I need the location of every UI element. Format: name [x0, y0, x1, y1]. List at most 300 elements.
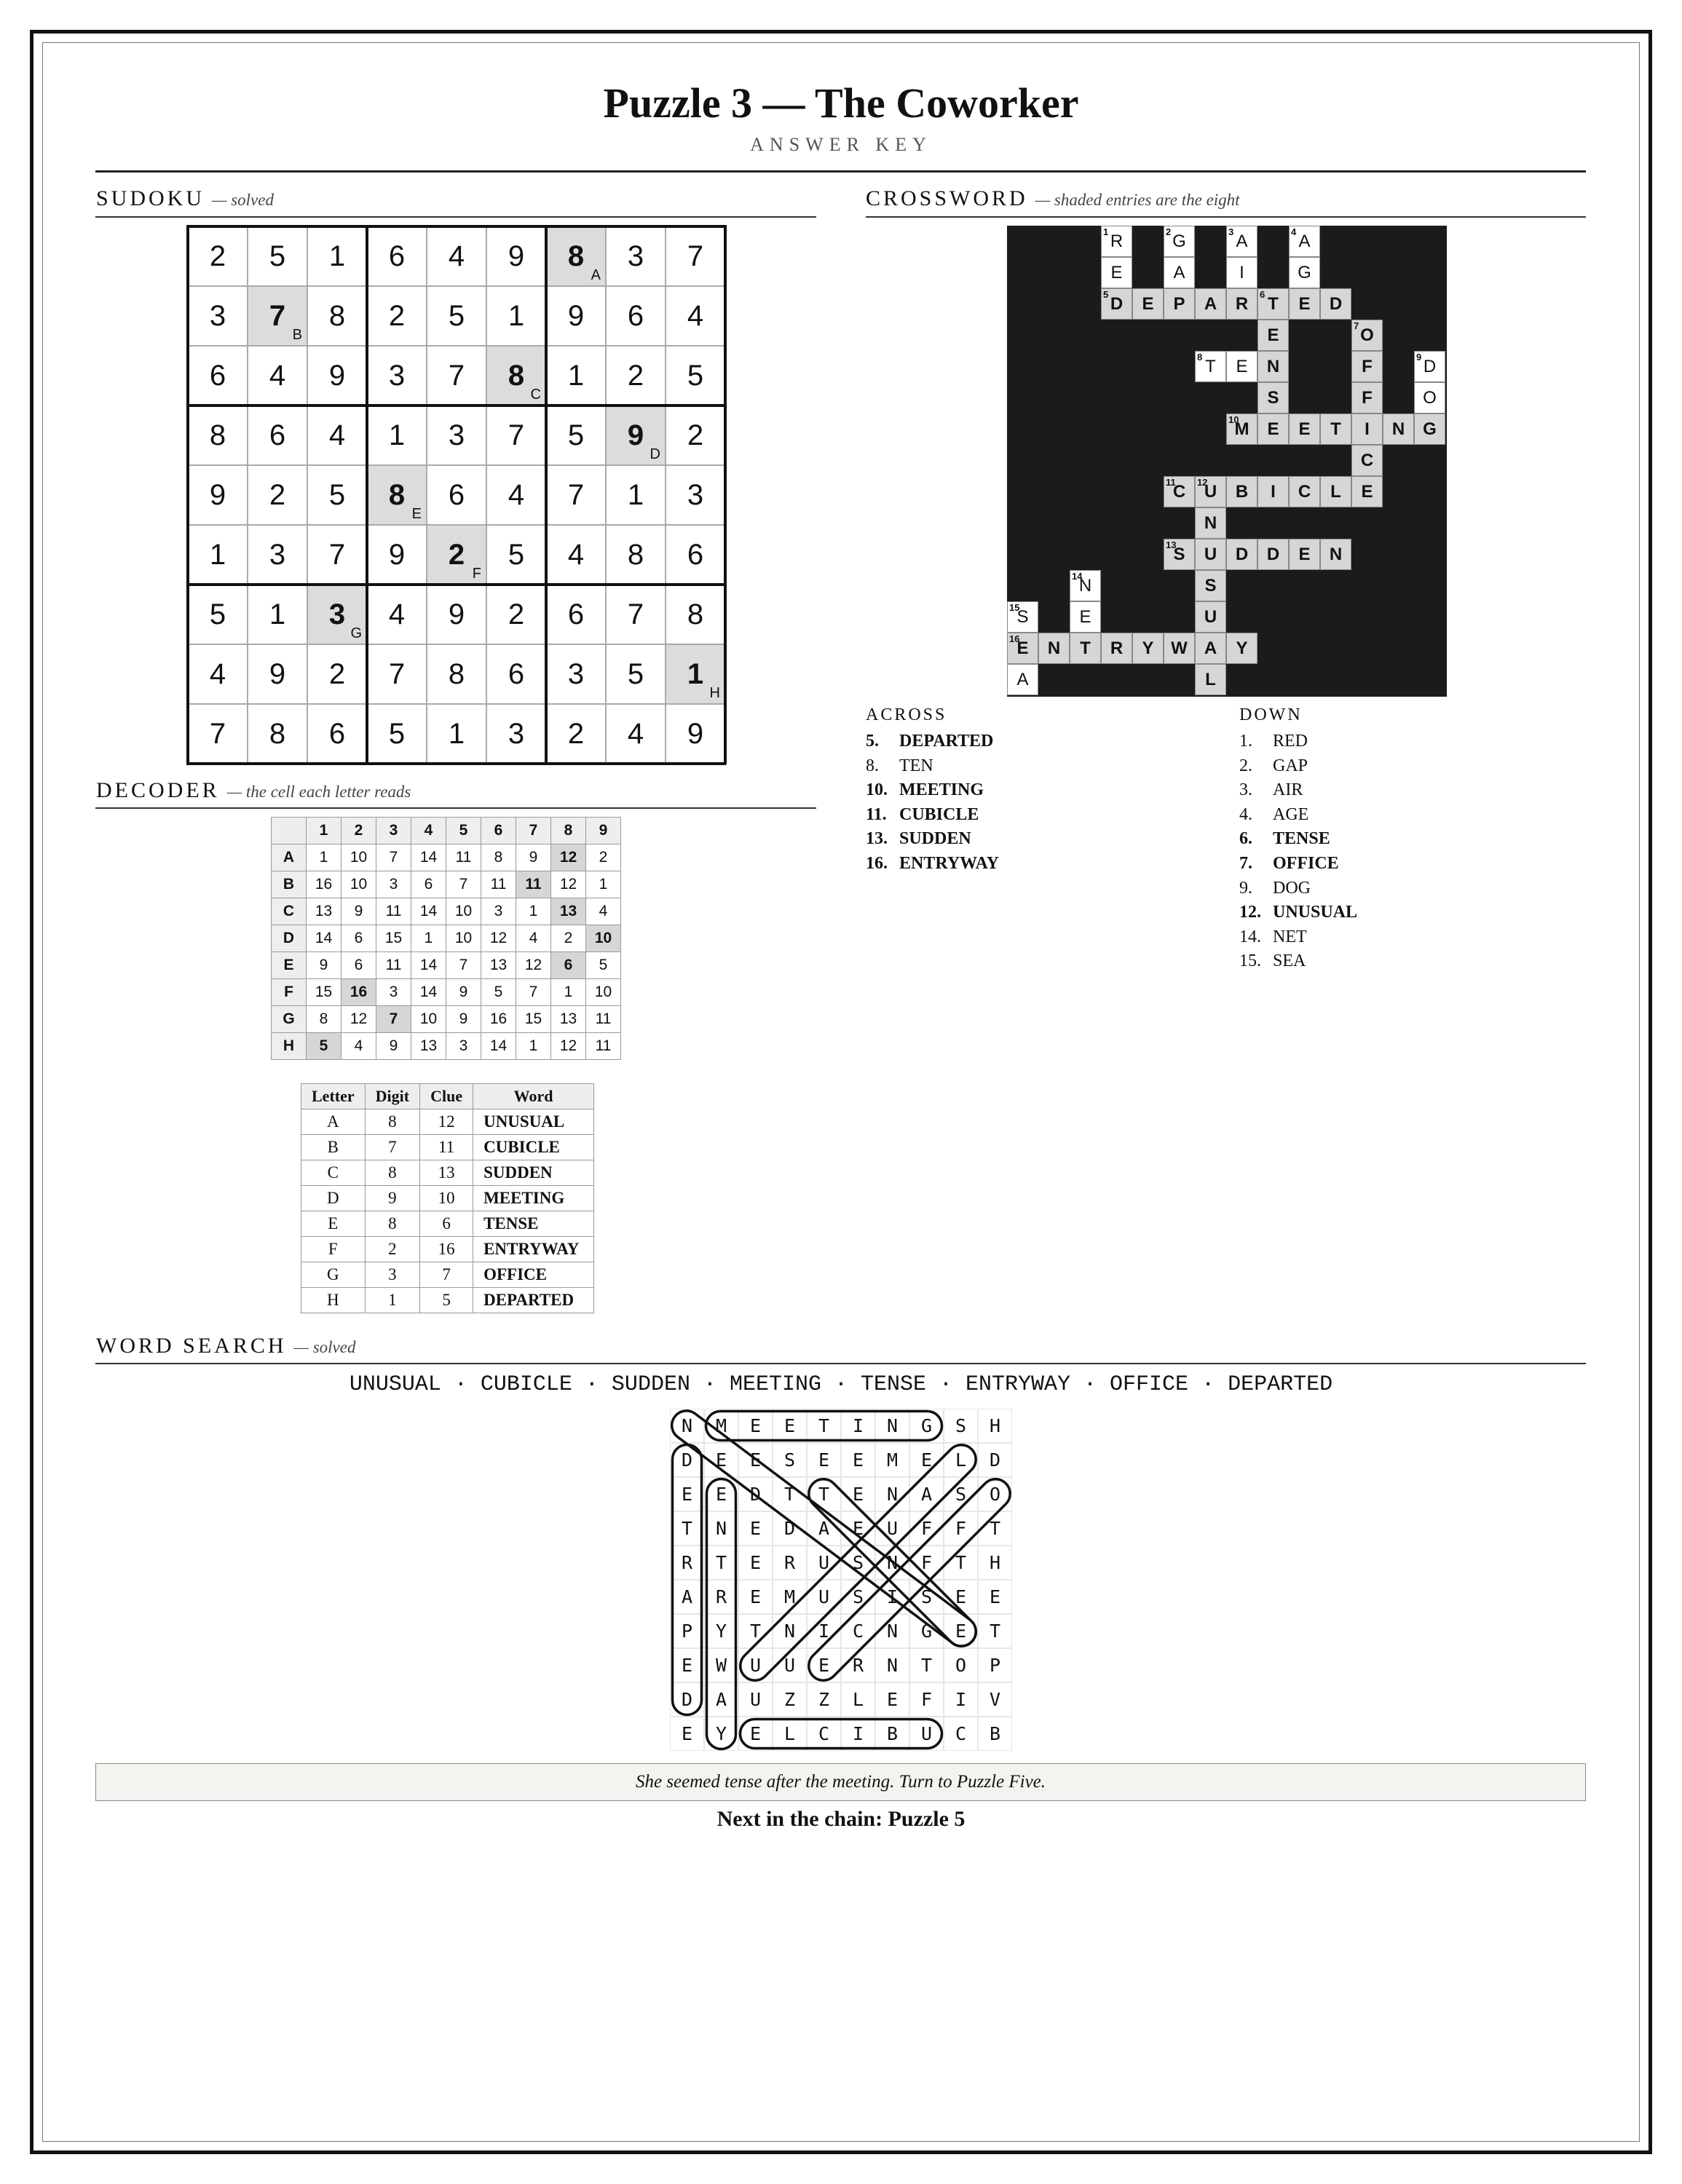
decoder-cell: 13: [481, 952, 516, 979]
key-cell: OFFICE: [473, 1262, 594, 1288]
sudoku-cell: [546, 704, 606, 764]
crossword-letter: W: [1171, 638, 1188, 658]
decoder-cell: 9: [341, 898, 376, 925]
crossword-letter: L: [1330, 481, 1341, 502]
wordsearch-cell: Z: [773, 1682, 807, 1717]
crossword-cell: [1351, 476, 1383, 507]
sudoku-digit: 7: [508, 419, 525, 451]
clue-number: 1.: [1239, 732, 1252, 751]
sudoku-cell: [666, 226, 725, 286]
crossword-clue-number: 14: [1072, 571, 1083, 582]
wordsearch-cell: E: [670, 1648, 704, 1682]
crossword-letter: P: [1173, 293, 1185, 314]
sudoku-digit: 3: [687, 478, 704, 511]
crossword-cell: [1257, 288, 1289, 320]
decoder-cell: 6: [551, 952, 586, 979]
decoder-cell: 9: [446, 979, 481, 1006]
crossword-letter: I: [1271, 481, 1276, 502]
sudoku-cell: [546, 286, 606, 346]
decoder-cell: 7: [516, 979, 551, 1006]
sudoku-cell-tag: B: [292, 327, 302, 343]
decoder-cell: 11: [586, 1033, 621, 1060]
clue-number: 12.: [1239, 903, 1261, 922]
wordsearch-cell: R: [670, 1546, 704, 1580]
sudoku-digit: 4: [508, 478, 525, 511]
wordsearch-cell: I: [944, 1682, 978, 1717]
sudoku-digit: 7: [627, 598, 644, 630]
wordsearch-cell: C: [807, 1717, 841, 1751]
sudoku-cell: [367, 585, 427, 644]
wordsearch-cell: S: [909, 1580, 944, 1614]
wordsearch-cell: U: [875, 1511, 909, 1546]
key-row: [301, 1211, 594, 1237]
wordsearch-cell: E: [670, 1717, 704, 1751]
crossword-letter: U: [1204, 544, 1217, 564]
sudoku-box-line: [545, 225, 548, 764]
key-cell: 11: [420, 1135, 473, 1160]
wordsearch-cell: C: [841, 1614, 875, 1648]
sudoku-digit: 4: [328, 419, 346, 451]
crossword-letter: F: [1362, 356, 1373, 376]
wordsearch-cell: I: [841, 1409, 875, 1443]
sudoku-digit: 1: [448, 717, 465, 750]
sudoku-digit: 2: [269, 478, 286, 511]
crossword-clue-number: 8: [1197, 352, 1203, 363]
across-clue: [866, 805, 979, 825]
title-rule: [95, 170, 1586, 173]
crossword-cell: [1226, 257, 1257, 288]
sudoku-digit: 6: [627, 299, 644, 332]
sudoku-cell: [427, 585, 486, 644]
wordsearch-cell: U: [773, 1648, 807, 1682]
wordsearch-cell: E: [738, 1511, 773, 1546]
crossword-cell: [1414, 382, 1445, 414]
crossword-letter: I: [1239, 262, 1244, 282]
crossword-cell: [1164, 633, 1195, 664]
crossword-cell: [1226, 539, 1257, 570]
crossword-cell: [1007, 601, 1038, 633]
sudoku-cell: [546, 525, 606, 585]
across-clue: [866, 854, 999, 874]
sudoku-digit: 4: [388, 598, 406, 630]
decoder-cell: 7: [376, 844, 411, 871]
crossword-cell: [1257, 476, 1289, 507]
wordsearch-found-loop: [803, 1473, 1012, 1687]
crossword-cell: [1320, 539, 1351, 570]
sudoku-digit: 4: [448, 240, 465, 272]
sudoku-digit: 1: [567, 359, 585, 392]
crossword-letter: E: [1016, 638, 1029, 658]
crossword-letter: R: [1110, 231, 1124, 251]
wordsearch-grid: [670, 1409, 1012, 1751]
decoder-row-header: C: [272, 898, 307, 925]
decoder-cell: 13: [551, 898, 586, 925]
sudoku-digit: 1: [388, 419, 406, 451]
crossword-cell: [1289, 476, 1320, 507]
wordsearch-found-loop: [735, 1439, 982, 1687]
sudoku-cell: [666, 644, 725, 704]
crossword-letter: A: [1298, 231, 1311, 251]
wordsearch-cell: T: [704, 1546, 738, 1580]
wordsearch-heading-label: WORD SEARCH: [96, 1334, 287, 1358]
wordsearch-cell: E: [704, 1477, 738, 1511]
key-cell: 10: [420, 1186, 473, 1211]
sudoku-cell: [486, 525, 546, 585]
key-cell: UNUSUAL: [473, 1109, 594, 1135]
wordsearch-found-loop: [741, 1720, 942, 1749]
key-cell: 1: [365, 1288, 419, 1313]
wordsearch-cell: L: [944, 1443, 978, 1477]
crossword-cell: [1101, 633, 1132, 664]
sudoku-cell-tag: G: [350, 625, 362, 641]
crossword-letter: M: [1234, 419, 1249, 439]
decoder-cell: 2: [551, 925, 586, 952]
crossword-cell: [1351, 414, 1383, 445]
wordsearch-cell: A: [807, 1511, 841, 1546]
down-clue: [1239, 756, 1308, 776]
sudoku-digit: 2: [328, 657, 346, 690]
wordsearch-cell: Z: [807, 1682, 841, 1717]
wordsearch-cell: T: [909, 1648, 944, 1682]
crossword-letter: N: [1329, 544, 1343, 564]
sudoku-cell: [666, 465, 725, 525]
crossword-heading-label: CROSSWORD: [866, 186, 1028, 210]
decoder-cell: 6: [411, 871, 446, 898]
sudoku-heading-note: — solved: [212, 191, 274, 209]
wordsearch-cell: N: [875, 1614, 909, 1648]
sudoku-cell: [546, 585, 606, 644]
key-cell: TENSE: [473, 1211, 594, 1237]
decoder-cell: 9: [446, 1006, 481, 1033]
decoder-corner: [272, 818, 307, 844]
decoder-cell: 1: [307, 844, 341, 871]
wordsearch-cell: Y: [704, 1614, 738, 1648]
crossword-letter: E: [1298, 419, 1311, 439]
sudoku-cell: [486, 405, 546, 465]
sudoku-digit: 3: [448, 419, 465, 451]
decoder-row-header: F: [272, 979, 307, 1006]
crossword-cell: [1351, 445, 1383, 476]
crossword-cell: [1164, 539, 1195, 570]
sudoku-digit: 6: [269, 419, 286, 451]
decoder-cell: 7: [376, 1006, 411, 1033]
clue-number: 10.: [866, 780, 888, 800]
crossword-cell: [1164, 476, 1195, 507]
sudoku-digit: 8: [687, 598, 704, 630]
crossword-letter: S: [1016, 606, 1029, 627]
sudoku-digit: 9: [687, 717, 704, 750]
decoder-cell: 15: [376, 925, 411, 952]
sudoku-cell: [307, 346, 367, 405]
wordsearch-cell: T: [978, 1614, 1012, 1648]
crossword-cell: [1070, 570, 1101, 601]
decoder-cell: 4: [341, 1033, 376, 1060]
sudoku-cell: [307, 465, 367, 525]
crossword-letter: Y: [1142, 638, 1154, 658]
crossword-cell: [1257, 351, 1289, 382]
decoder-cell: 12: [341, 1006, 376, 1033]
crossword-letter: T: [1080, 638, 1091, 658]
crossword-letter: E: [1110, 262, 1123, 282]
crossword-cell: [1320, 288, 1351, 320]
decoder-cell: 5: [307, 1033, 341, 1060]
sudoku-digit: 1: [687, 657, 704, 690]
sudoku-digit: 8: [448, 657, 465, 690]
wordsearch-cell: P: [978, 1648, 1012, 1682]
wordsearch-cell: A: [670, 1580, 704, 1614]
decoder-cell: 1: [586, 871, 621, 898]
clue-answer: TENSE: [1273, 829, 1330, 849]
clue-answer: SUDDEN: [899, 829, 971, 849]
key-header: Clue: [420, 1084, 473, 1109]
sudoku-digit: 8: [328, 299, 346, 332]
sudoku-digit: 5: [328, 478, 346, 511]
sudoku-cell: [427, 226, 486, 286]
sudoku-digit: 9: [209, 478, 226, 511]
wordsearch-cell: E: [773, 1409, 807, 1443]
sudoku-cell: [248, 644, 307, 704]
key-cell: MEETING: [473, 1186, 594, 1211]
wordsearch-cell: T: [807, 1409, 841, 1443]
sudoku-cell: [248, 405, 307, 465]
crossword-cell: [1164, 226, 1195, 257]
decoder-row: [272, 1006, 621, 1033]
crossword-letter: S: [1267, 387, 1279, 408]
sudoku-cell: [367, 226, 427, 286]
decoder-cell: 16: [341, 979, 376, 1006]
sudoku-cell: [606, 704, 666, 764]
sudoku-digit: 4: [209, 657, 226, 690]
sudoku-cell: [606, 346, 666, 405]
key-cell: 13: [420, 1160, 473, 1186]
sudoku-cell: [666, 704, 725, 764]
sudoku-cell-tag: E: [411, 506, 422, 522]
decoder-cell: 12: [551, 1033, 586, 1060]
sudoku-grid: [188, 226, 726, 764]
decoder-cell: 1: [516, 898, 551, 925]
sudoku-cell: [666, 585, 725, 644]
wordsearch-cell: G: [909, 1614, 944, 1648]
sudoku-digit: 6: [209, 359, 226, 392]
sudoku-digit: 4: [269, 359, 286, 392]
crossword-cell: [1101, 288, 1132, 320]
crossword-letter: S: [1173, 544, 1185, 564]
sudoku-cell: [546, 346, 606, 405]
crossword-letter: E: [1142, 293, 1154, 314]
clue-answer: TEN: [899, 756, 933, 775]
sudoku-cell-tag: C: [530, 387, 541, 403]
clue-number: 5.: [866, 732, 879, 751]
crossword-letter: S: [1204, 575, 1217, 596]
crossword-letter: D: [1235, 544, 1249, 564]
across-clue: [866, 732, 993, 751]
decoder-row-header: G: [272, 1006, 307, 1033]
crossword-cell: [1226, 633, 1257, 664]
decoder-cell: 10: [411, 1006, 446, 1033]
crossword-letter: Y: [1236, 638, 1248, 658]
sudoku-box-line: [724, 225, 727, 764]
crossword-cell: [1195, 539, 1226, 570]
crossword-cell: [1007, 633, 1038, 664]
sudoku-cell: [307, 405, 367, 465]
sudoku-digit: 6: [388, 240, 406, 272]
clue-answer: AGE: [1273, 804, 1309, 824]
decoder-cell: 11: [516, 871, 551, 898]
decoder-cell: 14: [411, 952, 446, 979]
decoder-cell: 5: [481, 979, 516, 1006]
sudoku-cell: [188, 465, 248, 525]
decoder-col-header: 4: [411, 818, 446, 844]
wordsearch-cell: E: [670, 1477, 704, 1511]
decoder-cell: 1: [516, 1033, 551, 1060]
crossword-cell: [1195, 633, 1226, 664]
sudoku-cell: [367, 346, 427, 405]
page-subtitle: ANSWER KEY: [750, 134, 932, 155]
decoder-cell: 1: [551, 979, 586, 1006]
wordsearch-found-loop: [706, 1412, 942, 1441]
crossword-letter: N: [1391, 419, 1405, 439]
across-clue: [866, 780, 984, 800]
down-clue: [1239, 780, 1303, 800]
sudoku-cell: [188, 585, 248, 644]
sudoku-heading: [96, 186, 274, 211]
wordsearch-cell: T: [773, 1477, 807, 1511]
sudoku-cell: [248, 465, 307, 525]
wordsearch-cell: B: [978, 1717, 1012, 1751]
wordsearch-cell: U: [807, 1546, 841, 1580]
crossword-cell: [1351, 320, 1383, 351]
wordsearch-cell: U: [807, 1580, 841, 1614]
page-title: Puzzle 3 — The Coworker: [603, 79, 1079, 127]
clue-number: 6.: [1239, 829, 1252, 849]
sudoku-digit: 9: [269, 657, 286, 690]
sudoku-cell: [486, 644, 546, 704]
decoder-cell: 9: [516, 844, 551, 871]
crossword-letter: N: [1266, 356, 1280, 376]
decoder-row-header: D: [272, 925, 307, 952]
down-clue: [1239, 854, 1339, 874]
key-row: [301, 1262, 594, 1288]
sudoku-box-line: [186, 404, 726, 407]
wordsearch-cell: N: [670, 1409, 704, 1443]
wordsearch-word-list: UNUSUAL · CUBICLE · SUDDEN · MEETING · TENSE · ENTRYWAY · OFFICE · DEPARTED: [349, 1372, 1333, 1397]
key-cell: 8: [365, 1211, 419, 1237]
key-header: Digit: [365, 1084, 419, 1109]
wordsearch-cell: N: [704, 1511, 738, 1546]
sudoku-digit: 8: [388, 478, 406, 511]
decoder-cell: 9: [376, 1033, 411, 1060]
sudoku-cell: [427, 346, 486, 405]
decoder-cell: 7: [446, 952, 481, 979]
crossword-cell: [1257, 539, 1289, 570]
crossword-letter: A: [1204, 638, 1217, 658]
decoder-cell: 14: [481, 1033, 516, 1060]
key-cell: 2: [365, 1237, 419, 1262]
decoder-cell: 12: [551, 844, 586, 871]
wordsearch-loops: [670, 1409, 1012, 1751]
decoder-cell: 8: [307, 1006, 341, 1033]
sudoku-cell: [546, 465, 606, 525]
wordsearch-heading: [96, 1334, 355, 1358]
decoder-heading-label: DECODER: [96, 778, 220, 802]
wordsearch-cell: Y: [704, 1717, 738, 1751]
wordsearch-cell: U: [738, 1682, 773, 1717]
decoder-cell: 15: [307, 979, 341, 1006]
crossword-cell: [1351, 351, 1383, 382]
crossword-cell: [1195, 601, 1226, 633]
decoder-cell: 12: [481, 925, 516, 952]
crossword-cell: [1226, 414, 1257, 445]
across-clue: [866, 756, 933, 776]
down-clue: [1239, 829, 1330, 849]
sudoku-cell: [606, 226, 666, 286]
sudoku-digit: 9: [448, 598, 465, 630]
clue-answer: RED: [1273, 732, 1308, 751]
crossword-letter: A: [1173, 262, 1185, 282]
sudoku-digit: 2: [567, 717, 585, 750]
down-clue: [1239, 732, 1308, 751]
sudoku-digit: 7: [209, 717, 226, 750]
crossword-letter: L: [1205, 669, 1216, 689]
clue-answer: ENTRYWAY: [899, 854, 999, 873]
wordsearch-cell: S: [944, 1409, 978, 1443]
crossword-letter: G: [1172, 231, 1186, 251]
decoder-heading-note: — the cell each letter reads: [226, 783, 411, 801]
sudoku-cell: [606, 585, 666, 644]
decoder-row: [272, 898, 621, 925]
sudoku-digit: 8: [209, 419, 226, 451]
decoder-cell: 7: [446, 871, 481, 898]
key-cell: 5: [420, 1288, 473, 1313]
crossword-cell: [1289, 226, 1320, 257]
crossword-cell: [1070, 633, 1101, 664]
sudoku-digit: 6: [567, 598, 585, 630]
crossword-letter: O: [1360, 325, 1374, 345]
wordsearch-cell: N: [773, 1614, 807, 1648]
wordsearch-cell: D: [670, 1443, 704, 1477]
wordsearch-cell: N: [875, 1648, 909, 1682]
crossword-letter: T: [1330, 419, 1341, 439]
sudoku-digit: 3: [627, 240, 644, 272]
sudoku-cell: [427, 286, 486, 346]
crossword-cell: [1226, 226, 1257, 257]
wordsearch-cell: L: [841, 1682, 875, 1717]
decoder-cell: 4: [586, 898, 621, 925]
crossword-cell: [1164, 257, 1195, 288]
key-header: Letter: [301, 1084, 366, 1109]
decoder-row-header: A: [272, 844, 307, 871]
wordsearch-cell: N: [875, 1477, 909, 1511]
sudoku-digit: 1: [209, 538, 226, 571]
key-row: [301, 1186, 594, 1211]
wordsearch-cell: B: [875, 1717, 909, 1751]
sudoku-cell: [367, 465, 427, 525]
sudoku-cell: [248, 346, 307, 405]
sudoku-digit: 6: [448, 478, 465, 511]
sudoku-box-line: [186, 762, 726, 765]
decoder-col-header: 6: [481, 818, 516, 844]
crossword-letter: T: [1268, 293, 1279, 314]
sudoku-digit: 8: [508, 359, 525, 392]
crossword-clue-number: 16: [1009, 633, 1020, 644]
sudoku-digit: 2: [388, 299, 406, 332]
wordsearch-cell: E: [875, 1682, 909, 1717]
crossword-heading-note: — shaded entries are the eight: [1035, 191, 1240, 209]
crossword-clue-number: 6: [1260, 289, 1266, 300]
clue-number: 13.: [866, 829, 888, 849]
down-heading: DOWN: [1239, 705, 1303, 724]
crossword-cell: [1195, 476, 1226, 507]
